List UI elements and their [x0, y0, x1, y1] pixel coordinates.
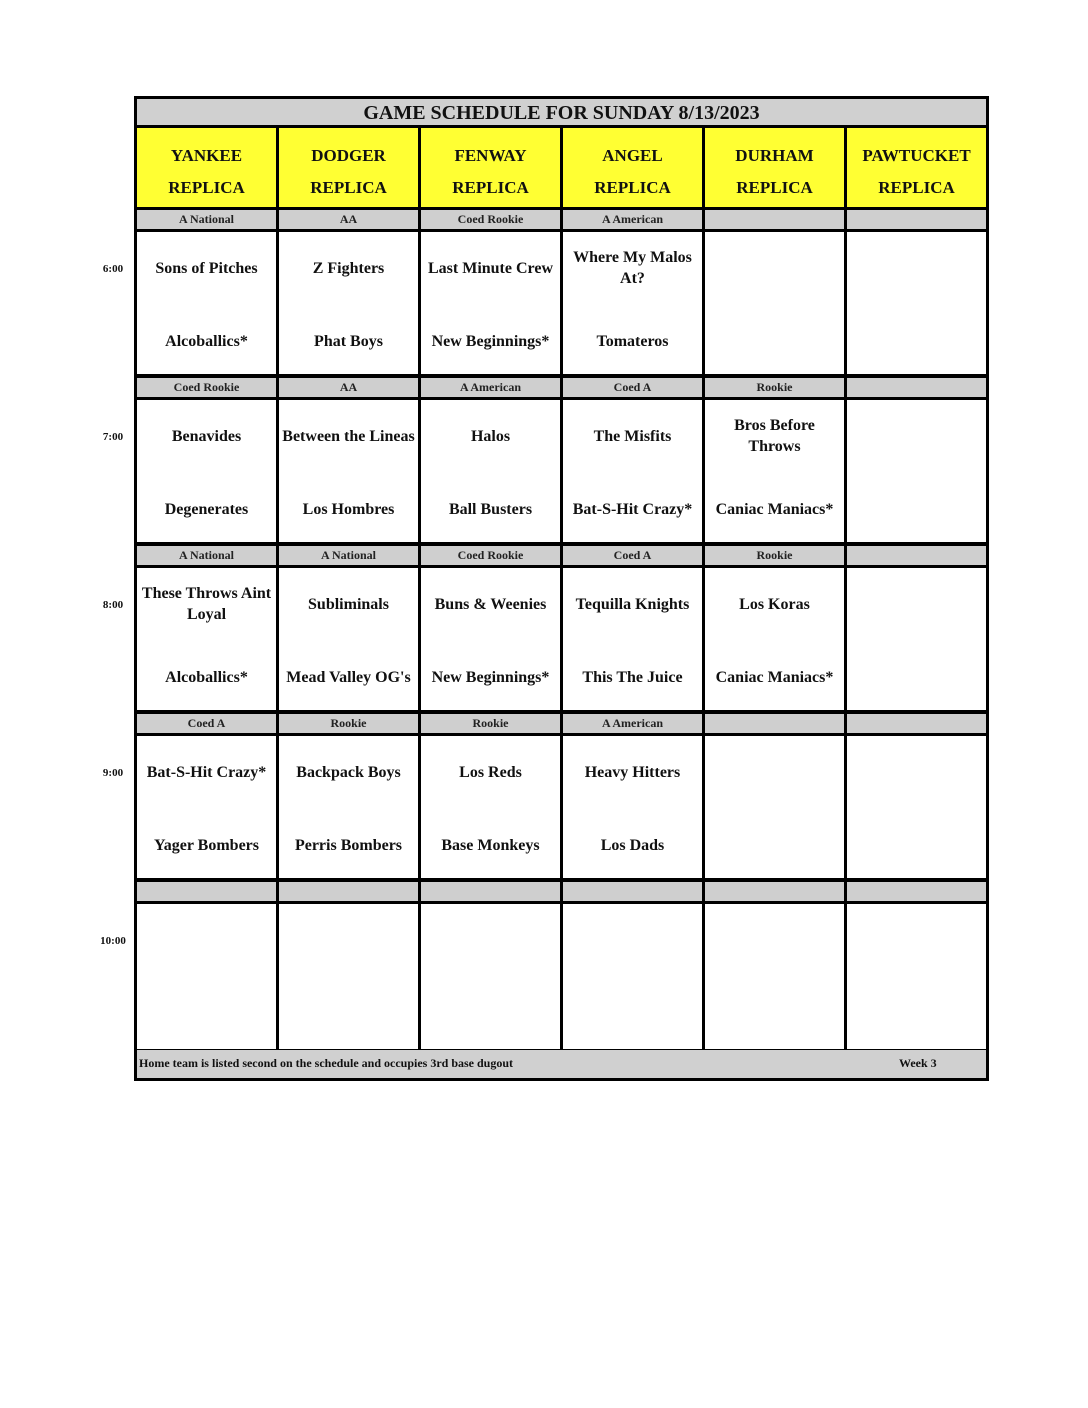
field-pawtucket	[847, 128, 986, 207]
game-cell	[137, 232, 279, 374]
home-team: Alcoballics*	[165, 332, 248, 350]
home-team: This The Juice	[582, 668, 683, 686]
away-team: Subliminals	[308, 595, 389, 613]
field-sub: REPLICA	[736, 178, 813, 197]
away-team	[423, 910, 558, 970]
division-label: Rookie	[705, 378, 847, 397]
field-yankee	[137, 128, 279, 207]
field-fenway	[421, 128, 563, 207]
away-team: Benavides	[171, 427, 242, 445]
home-team: Yager Bombers	[153, 836, 260, 854]
home-team: Perris Bombers	[294, 836, 403, 854]
game-cell	[137, 736, 279, 878]
field-sub: REPLICA	[594, 178, 671, 197]
field-name: DURHAM	[735, 146, 814, 165]
division-label: Coed Rookie	[421, 546, 563, 565]
field-dodger	[279, 128, 421, 207]
away-team: Between the Lineas	[282, 427, 415, 445]
home-team: Degenerates	[164, 500, 249, 518]
away-team: These Throws Aint Loyal	[141, 585, 272, 623]
time-label: 9:00	[102, 767, 124, 779]
home-team: Tomateros	[596, 332, 669, 350]
game-cell	[279, 232, 421, 374]
field-angel	[563, 128, 705, 207]
away-team	[565, 910, 700, 970]
game-cell	[847, 568, 986, 710]
time-slot-block	[137, 714, 986, 882]
away-team: Sons of Pitches	[155, 259, 258, 277]
time-label: 10:00	[100, 935, 126, 947]
game-cell	[279, 568, 421, 710]
home-team: Mead Valley OG's	[286, 668, 411, 686]
games-row	[137, 736, 986, 882]
home-team: Bat-S-Hit Crazy*	[572, 500, 693, 518]
home-team: Phat Boys	[314, 332, 383, 350]
home-team	[849, 480, 984, 538]
home-team-note: Home team is listed second on the schedule and occupies 3rd base dugout	[139, 1056, 514, 1070]
division-label	[847, 882, 986, 901]
division-label: Coed Rookie	[137, 378, 279, 397]
away-team	[139, 910, 274, 970]
division-label	[847, 378, 986, 397]
division-label: A National	[137, 210, 279, 229]
game-cell	[421, 232, 563, 374]
time-slot-block	[137, 546, 986, 714]
division-label	[279, 882, 421, 901]
away-team	[849, 574, 984, 634]
game-cell	[847, 736, 986, 878]
game-cell	[705, 568, 847, 710]
away-team: Buns & Weenies	[434, 595, 547, 613]
division-label	[847, 546, 986, 565]
division-label: A American	[421, 378, 563, 397]
away-team: The Misfits	[593, 427, 672, 445]
away-team: Los Koras	[739, 595, 810, 613]
schedule-table	[134, 96, 989, 1081]
field-sub: REPLICA	[168, 178, 245, 197]
games-row	[137, 400, 986, 546]
home-team: Caniac Maniacs*	[715, 668, 834, 686]
away-team: Z Fighters	[312, 259, 385, 277]
away-team	[849, 742, 984, 802]
away-team	[849, 910, 984, 970]
field-sub: REPLICA	[452, 178, 529, 197]
game-cell	[563, 568, 705, 710]
away-team: Bat-S-Hit Crazy*	[146, 763, 267, 781]
away-team	[707, 910, 842, 970]
away-team: Tequilla Knights	[575, 595, 690, 613]
home-team: Los Dads	[600, 836, 665, 854]
away-team	[849, 406, 984, 466]
home-team	[849, 312, 984, 370]
away-team: Los Reds	[459, 763, 522, 781]
division-label	[563, 882, 705, 901]
time-slot-block	[137, 210, 986, 378]
game-cell	[137, 904, 279, 1050]
home-team: Ball Busters	[448, 500, 533, 518]
time-label: 6:00	[102, 263, 124, 275]
footer-row	[137, 1049, 986, 1078]
division-label	[705, 210, 847, 229]
week-label: Week 3	[899, 1056, 937, 1070]
game-cell	[705, 232, 847, 374]
away-team	[849, 238, 984, 298]
away-team	[281, 910, 416, 970]
games-row	[137, 568, 986, 714]
game-cell	[705, 904, 847, 1050]
field-name: ANGEL	[602, 146, 663, 165]
division-label	[847, 210, 986, 229]
away-team: Last Minute Crew	[427, 259, 554, 277]
home-team: New Beginnings*	[431, 332, 550, 350]
division-label: A National	[279, 546, 421, 565]
away-team: Halos	[470, 427, 511, 445]
division-label: Rookie	[705, 546, 847, 565]
away-team: Where My Malos At?	[573, 249, 692, 287]
game-cell	[421, 904, 563, 1050]
game-cell	[563, 400, 705, 542]
home-team	[139, 984, 274, 1042]
home-team: Base Monkeys	[441, 836, 540, 854]
division-label: Coed A	[563, 546, 705, 565]
game-cell	[421, 736, 563, 878]
game-cell	[137, 400, 279, 542]
field-header-row	[137, 128, 986, 210]
division-label	[705, 882, 847, 901]
home-team: Caniac Maniacs*	[715, 500, 834, 518]
game-cell	[847, 904, 986, 1050]
division-label: AA	[279, 210, 421, 229]
game-cell	[279, 400, 421, 542]
field-name: FENWAY	[454, 146, 527, 165]
home-team	[565, 984, 700, 1042]
home-team	[707, 984, 842, 1042]
field-name: YANKEE	[170, 146, 243, 165]
schedule-title: GAME SCHEDULE FOR SUNDAY 8/13/2023	[137, 99, 986, 128]
field-name: DODGER	[311, 146, 386, 165]
division-row	[137, 882, 986, 904]
home-team	[423, 984, 558, 1042]
game-cell	[847, 232, 986, 374]
field-durham	[705, 128, 847, 207]
away-team: Heavy Hitters	[584, 763, 681, 781]
division-row	[137, 210, 986, 232]
field-sub: REPLICA	[878, 178, 955, 197]
home-team	[281, 984, 416, 1042]
home-team	[849, 816, 984, 874]
division-row	[137, 546, 986, 568]
division-label: Rookie	[279, 714, 421, 733]
home-team	[849, 648, 984, 706]
home-team	[849, 984, 984, 1042]
division-label: A National	[137, 546, 279, 565]
time-slot-block	[137, 378, 986, 546]
field-name: PAWTUCKET	[862, 146, 971, 165]
game-cell	[563, 904, 705, 1050]
field-sub: REPLICA	[310, 178, 387, 197]
game-cell	[421, 400, 563, 542]
games-row	[137, 904, 986, 1050]
game-cell	[421, 568, 563, 710]
division-label: A American	[563, 210, 705, 229]
game-cell	[847, 400, 986, 542]
division-row	[137, 714, 986, 736]
game-cell	[563, 232, 705, 374]
division-label: A American	[563, 714, 705, 733]
away-team: Bros Before Throws	[734, 417, 815, 455]
away-team	[707, 238, 842, 298]
division-label	[847, 714, 986, 733]
division-label: Coed A	[563, 378, 705, 397]
game-cell	[705, 736, 847, 878]
home-team: Alcoballics*	[165, 668, 248, 686]
game-cell	[137, 568, 279, 710]
division-label	[705, 714, 847, 733]
home-team	[707, 816, 842, 874]
game-cell	[563, 736, 705, 878]
time-label: 8:00	[102, 599, 124, 611]
game-cell	[279, 736, 421, 878]
home-team: New Beginnings*	[431, 668, 550, 686]
games-row	[137, 232, 986, 378]
home-team	[707, 312, 842, 370]
division-label	[137, 882, 279, 901]
division-label: AA	[279, 378, 421, 397]
division-label: Coed A	[137, 714, 279, 733]
away-team	[707, 742, 842, 802]
division-row	[137, 378, 986, 400]
time-label: 7:00	[102, 431, 124, 443]
division-label	[421, 882, 563, 901]
game-cell	[279, 904, 421, 1050]
time-slot-block	[137, 882, 986, 1050]
division-label: Rookie	[421, 714, 563, 733]
home-team: Los Hombres	[302, 500, 395, 518]
division-label: Coed Rookie	[421, 210, 563, 229]
game-cell	[705, 400, 847, 542]
away-team: Backpack Boys	[296, 763, 401, 781]
